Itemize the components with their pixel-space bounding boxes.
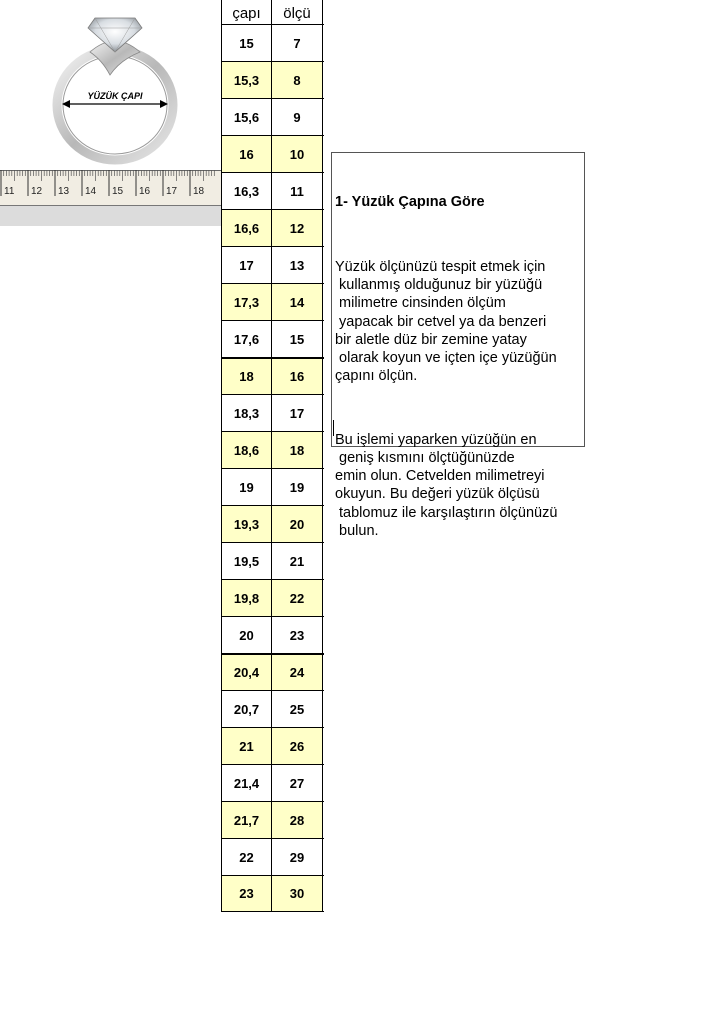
size-cell: 30 (272, 876, 323, 911)
ruler-tick-label: 13 (58, 186, 70, 197)
diameter-cell: 20,7 (221, 691, 272, 727)
diameter-cell: 17,6 (221, 321, 272, 357)
table-row (221, 727, 324, 764)
ring-label: YÜZÜK ÇAPI (87, 91, 143, 101)
ruler-tick-label: 16 (139, 186, 151, 197)
diameter-cell: 21,4 (221, 765, 272, 801)
diameter-cell: 22 (221, 839, 272, 875)
size-cell: 26 (272, 728, 323, 764)
table-header (221, 0, 324, 24)
size-cell: 13 (272, 247, 323, 283)
size-cell: 15 (272, 321, 323, 357)
table-row (221, 653, 324, 690)
size-cell: 18 (272, 432, 323, 468)
size-cell: 16 (272, 359, 323, 394)
size-cell: 17 (272, 395, 323, 431)
table-row (221, 690, 324, 727)
size-cell: 10 (272, 136, 323, 172)
instructions-box (331, 152, 585, 539)
size-cell: 27 (272, 765, 323, 801)
size-cell: 28 (272, 802, 323, 838)
text-cursor (333, 420, 334, 436)
size-cell: 23 (272, 617, 323, 653)
diameter-cell: 17 (221, 247, 272, 283)
table-row (221, 283, 324, 320)
table-row (221, 98, 324, 135)
ruler-tick-label: 14 (85, 186, 97, 197)
table-row (221, 209, 324, 246)
ruler-tick-label: 11 (4, 186, 15, 197)
header-diameter: çapı (221, 0, 272, 24)
diameter-cell: 19,8 (221, 580, 272, 616)
size-cell: 8 (272, 62, 323, 98)
table-row (221, 246, 324, 283)
diameter-cell: 17,3 (221, 284, 272, 320)
instructions-title: 1- Yüzük Çapına Göre (335, 194, 485, 211)
table-row (221, 579, 324, 616)
diameter-cell: 16,3 (221, 173, 272, 209)
table-row (221, 875, 324, 912)
ring-illustration (50, 0, 180, 170)
diameter-cell: 19,5 (221, 543, 272, 579)
diameter-cell: 20 (221, 617, 272, 653)
ring-size-table (221, 0, 324, 912)
size-cell: 21 (272, 543, 323, 579)
table-row (221, 135, 324, 172)
ruler (0, 170, 222, 226)
diameter-cell: 15,6 (221, 99, 272, 135)
table-row (221, 172, 324, 209)
table-row (221, 801, 324, 838)
ruler-tick-label: 15 (112, 186, 124, 197)
size-cell: 20 (272, 506, 323, 542)
table-row (221, 320, 324, 357)
size-cell: 29 (272, 839, 323, 875)
size-cell: 12 (272, 210, 323, 246)
diameter-cell: 15 (221, 25, 272, 61)
ruler-tick-label: 18 (193, 186, 205, 197)
header-size: ölçü (272, 0, 323, 24)
diameter-cell: 19,3 (221, 506, 272, 542)
size-cell: 22 (272, 580, 323, 616)
diameter-cell: 16 (221, 136, 272, 172)
table-row (221, 764, 324, 801)
size-cell: 24 (272, 655, 323, 690)
size-cell: 19 (272, 469, 323, 505)
ruler-tick-label: 12 (31, 186, 43, 197)
table-row (221, 505, 324, 542)
diameter-cell: 20,4 (221, 655, 272, 690)
table-row (221, 468, 324, 505)
size-cell: 7 (272, 25, 323, 61)
size-cell: 9 (272, 99, 323, 135)
instructions-paragraph-1: Yüzük ölçünüzü tespit etmek için kullanmış olduğunuz bir yüzüğü milimetre cinsinden ölçüm yapacak bir cetvel ya da benzeri bir aletle düz bir zemine yatay olarak koyun ve içten içe yüzüğün çapını ölçün. (335, 259, 557, 385)
table-row (221, 838, 324, 875)
size-cell: 11 (272, 173, 323, 209)
table-row (221, 61, 324, 98)
table-row (221, 394, 324, 431)
diameter-cell: 16,6 (221, 210, 272, 246)
diameter-cell: 15,3 (221, 62, 272, 98)
diameter-cell: 18 (221, 359, 272, 394)
table-row (221, 431, 324, 468)
diameter-cell: 18,3 (221, 395, 272, 431)
instructions-paragraph-2: Bu işlemi yaparken yüzüğün en geniş kısmını ölçtüğünüzde emin olun. Cetvelden milimetreyi okuyun. Bu değeri yüzük ölçüsü tablomuz ile karşılaştırın ölçünüzü bulun. (335, 431, 558, 539)
table-row (221, 616, 324, 653)
ruler-tick-label: 17 (166, 186, 178, 197)
diameter-cell: 21 (221, 728, 272, 764)
table-row (221, 542, 324, 579)
diameter-cell: 23 (221, 876, 272, 911)
table-row (221, 24, 324, 61)
diameter-cell: 21,7 (221, 802, 272, 838)
diameter-cell: 19 (221, 469, 272, 505)
diameter-cell: 18,6 (221, 432, 272, 468)
size-cell: 14 (272, 284, 323, 320)
table-row (221, 357, 324, 394)
size-cell: 25 (272, 691, 323, 727)
